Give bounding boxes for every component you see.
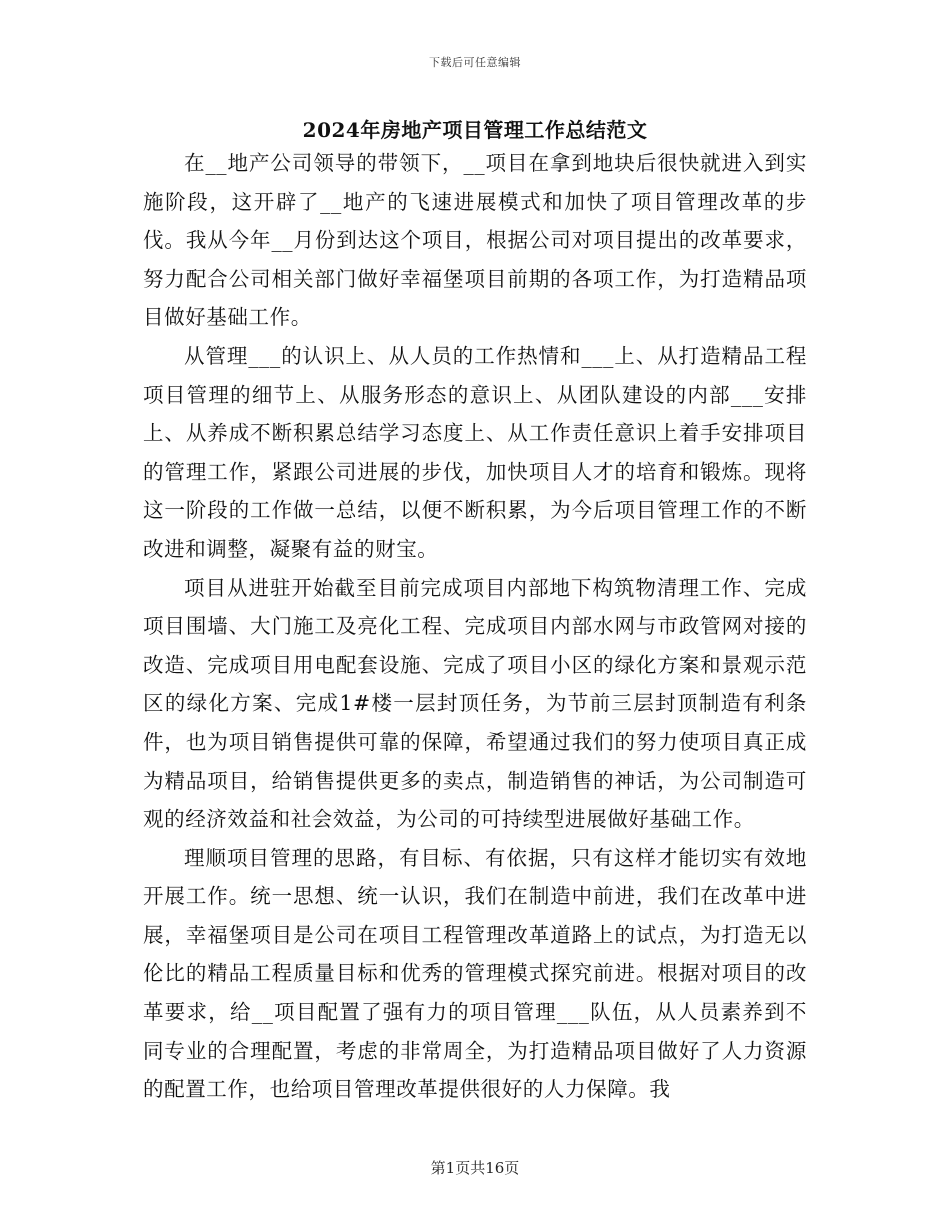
- page-header-note: 下载后可任意编辑: [429, 56, 521, 69]
- document-body: [143, 144, 807, 1109]
- paragraph-2: 从管理___的认识上、从人员的工作热情和___上、从打造精品工程项目管理的细节上、从服务形态的意识上、从团队建设的内部___安排上、从养成不断积累总结学习态度上、从工作责任意识上着手安排项目的管理工作，紧跟公司进展的步伐，加快项目人才的培育和锻炼。现将这一阶段的工作做一总结，以便不断积累，为今后项目管理工作的不断改进和调整，凝聚有益的财宝。: [143, 343, 807, 561]
- paragraph-4: 理顺项目管理的思路，有目标、有依据，只有这样才能切实有效地开展工作。统一思想、统一认识，我们在制造中前进，我们在改革中进展，幸福堡项目是公司在项目工程管理改革道路上的试点，为打造无以伦比的精品工程质量目标和优秀的管理模式探究前进。根据对项目的改革要求，给__项目配置了强有力的项目管理___队伍，从人员素养到不同专业的合理配置，考虑的非常周全，为打造精品项目做好了人力资源的配置工作，也给项目管理改革提供很好的人力保障。我: [143, 845, 807, 1102]
- paragraph-3: 项目从进驻开始截至目前完成项目内部地下构筑物清理工作、完成项目围墙、大门施工及亮化工程、完成项目内部水网与市政管网对接的改造、完成项目用电配套设施、完成了项目小区的绿化方案和景观示范区的绿化方案、完成1#楼一层封顶任务，为节前三层封顶制造有利条件，也为项目销售提供可靠的保障，希望通过我们的努力使项目真正成为精品项目，给销售提供更多的卖点，制造销售的神话，为公司制造可观的经济效益和社会效益，为公司的可持续型进展做好基础工作。: [143, 575, 807, 832]
- paragraph-1: 在__地产公司领导的带领下，__项目在拿到地块后很快就进入到实施阶段，这开辟了__地产的飞速进展模式和加快了项目管理改革的步伐。我从今年__月份到达这个项目，根据公司对项目提出的改革要求，努力配合公司相关部门做好幸福堡项目前期的各项工作，为打造精品项目做好基础工作。: [143, 151, 807, 330]
- document-title: 2024年房地产项目管理工作总结范文: [302, 118, 648, 142]
- page-number: 第1页共16页: [430, 1159, 520, 1177]
